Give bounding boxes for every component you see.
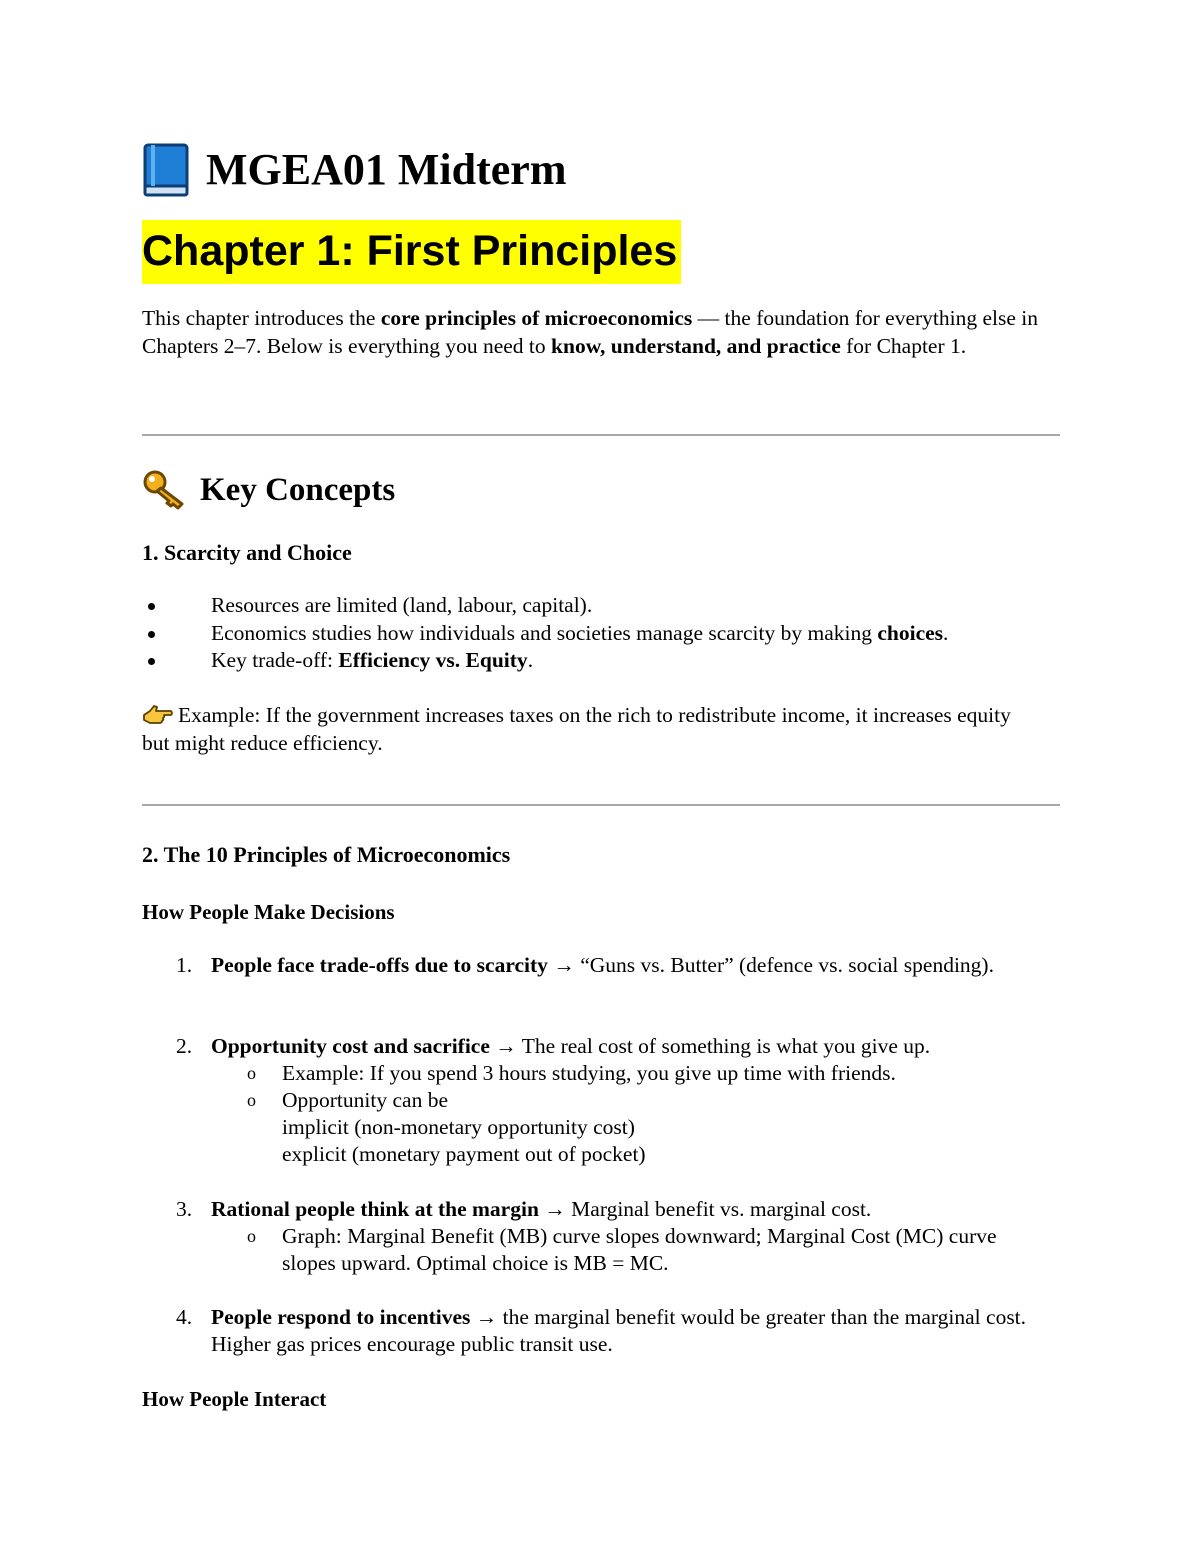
intro-text-3: for Chapter 1. — [840, 334, 967, 358]
intro-bold-2: know, understand, and practice — [551, 334, 841, 358]
pointing-hand-icon — [142, 703, 174, 725]
list-item-body — [211, 1196, 1060, 1277]
sub-item-text: implicit (non-monetary opportunity cost) — [282, 1115, 635, 1139]
principle-title: Opportunity cost and sacrifice — [211, 1034, 490, 1058]
intro-text-1: This chapter introduces the — [142, 306, 381, 330]
key-concepts-heading: Key Concepts — [200, 472, 396, 508]
scarcity-bullet-list — [142, 592, 1060, 675]
chapter-title: Chapter 1: First Principles — [142, 220, 681, 284]
bullet-bold: choices — [877, 620, 944, 645]
horizontal-rule — [142, 434, 1060, 436]
intro-paragraph — [142, 304, 1060, 360]
sub-list-item — [211, 1087, 1060, 1168]
principle-text: → The real cost of something is what you give up. — [489, 1034, 931, 1058]
principle-title: People respond to incentives — [211, 1305, 471, 1329]
list-item — [142, 647, 1060, 675]
bullet-dot-icon — [148, 603, 155, 610]
sub-list-item — [211, 1223, 1060, 1277]
principle-title: Rational people think at the margin — [211, 1197, 539, 1221]
list-number: 1. — [176, 953, 193, 977]
circle-bullet-icon: o — [247, 1226, 256, 1246]
horizontal-rule — [142, 804, 1060, 806]
key-concepts-heading-row — [142, 466, 395, 514]
principle-title: People face trade-offs due to scarcity — [211, 953, 548, 977]
intro-bold-1: core principles of microeconomics — [380, 306, 693, 330]
example-text: Example: If the government increases taxes on the rich to redistribute income, it increases equity but might reduce efficiency. — [142, 703, 1011, 755]
principle-line — [211, 1196, 1060, 1223]
sub-item-text: Opportunity can be — [282, 1088, 448, 1112]
principle-text: → the marginal benefit would be greater than the marginal cost. Higher gas prices encourage public transit use. — [211, 1305, 1027, 1356]
list-item-body — [211, 952, 1060, 979]
list-item — [142, 592, 1060, 620]
subheading-interact: How People Interact — [142, 1387, 327, 1411]
circle-bullet-icon: o — [247, 1090, 256, 1110]
section-heading-principles: 2. The 10 Principles of Microeconomics — [142, 842, 511, 867]
bullet-dot-icon — [148, 631, 155, 638]
bullet-bold: Efficiency vs. Equity — [338, 648, 528, 672]
list-item-body — [211, 1304, 1060, 1358]
list-number: 2. — [176, 1034, 193, 1058]
bullet-text: . — [527, 648, 534, 672]
list-number: 4. — [176, 1305, 193, 1329]
subheading-decisions: How People Make Decisions — [142, 900, 395, 924]
title-row — [142, 140, 566, 200]
section-heading-scarcity: 1. Scarcity and Choice — [142, 540, 352, 565]
list-item-body — [211, 1033, 1060, 1168]
key-icon — [142, 470, 188, 510]
list-item — [142, 620, 1060, 648]
document-title: MGEA01 Midterm — [206, 145, 567, 194]
intro-text-2: — the foundation for everything else in Chapters 2–7. Below is everything you need to — [142, 306, 1038, 358]
blue-book-icon — [142, 142, 192, 198]
sub-item-text: Example: If you spend 3 hours studying, you give up time with friends. — [282, 1061, 896, 1085]
principle-text: → Marginal benefit vs. marginal cost. — [538, 1197, 872, 1221]
bullet-text: . — [943, 620, 949, 645]
list-number: 3. — [176, 1197, 193, 1221]
example-note — [142, 702, 1042, 757]
circle-bullet-icon: o — [247, 1063, 256, 1083]
principle-text: → “Guns vs. Butter” (defence vs. social spending). — [547, 953, 994, 977]
bullet-text: Key trade-off: — [211, 648, 339, 672]
bullet-text: Economics studies how individuals and societies manage scarcity by making — [211, 620, 878, 645]
sub-item-text: Graph: Marginal Benefit (MB) curve slopes downward; Marginal Cost (MC) curve slopes upward. Optimal choice is MB = MC. — [282, 1224, 997, 1275]
bullet-dot-icon — [148, 658, 155, 665]
principle-line — [211, 1033, 1060, 1060]
bullet-text: Resources are limited (land, labour, capital). — [211, 593, 593, 617]
sub-list-item — [211, 1060, 1060, 1087]
sub-item-text: explicit (monetary payment out of pocket) — [282, 1142, 646, 1166]
